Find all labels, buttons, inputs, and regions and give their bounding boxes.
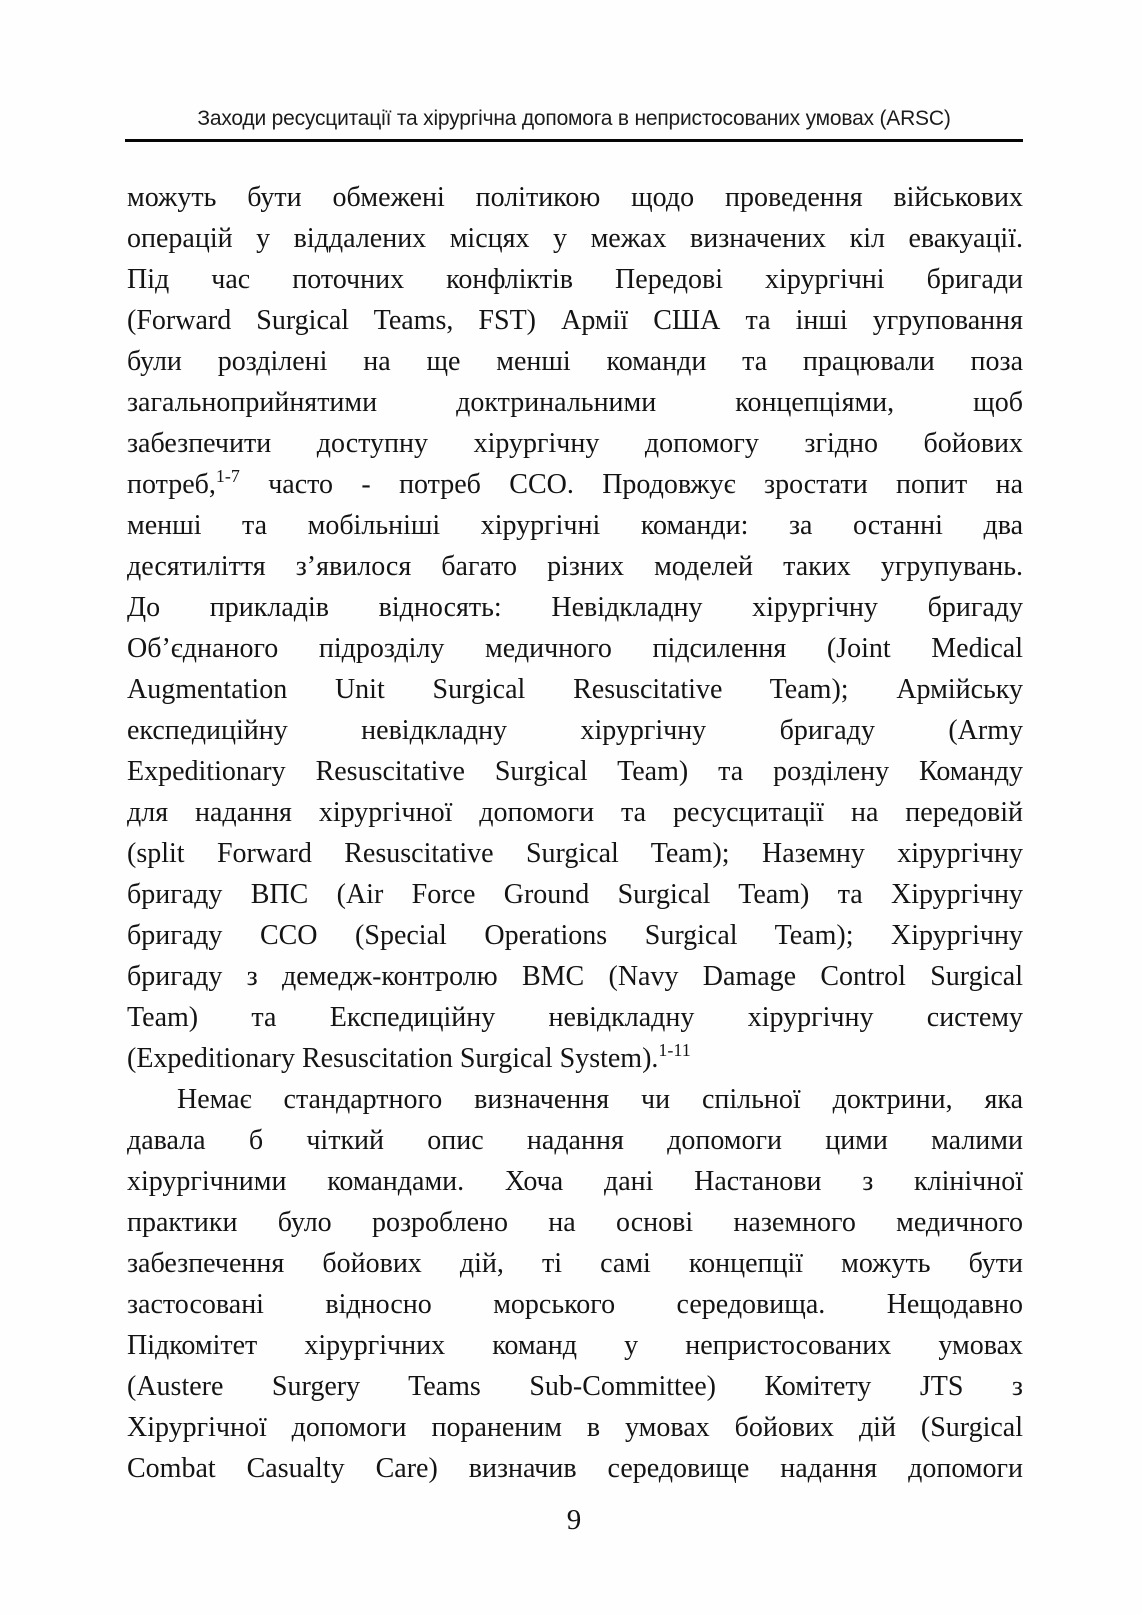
- text-line: (Expeditionary Resuscitation Surgical System).$^{1-11}$: [127, 1040, 691, 1074]
- text-line: (Austere Surgery Teams Sub-Committee) Комітету JTS з: [127, 1371, 1023, 1402]
- text-line: експедиційну невідкладну хірургічну бригаду (Army: [127, 715, 1023, 746]
- text-line: забезпечити доступну хірургічну допомогу згідно бойових: [127, 428, 1023, 459]
- text-line: хірургічними командами. Хоча дані Настанови з клінічної: [127, 1166, 1023, 1197]
- page-number: 9: [566, 1504, 582, 1536]
- running-header: [125, 104, 1023, 142]
- text-line: Під час поточних конфліктів Передові хірургічні бригади: [127, 264, 1023, 295]
- text-line: операцій у віддалених місцях у межах визначених кіл евакуації.: [127, 223, 1023, 254]
- text-line: Підкомітет хірургічних команд у непристосованих умовах: [127, 1330, 1023, 1361]
- text-line: Об’єднаного підрозділу медичного підсилення (Joint Medical: [127, 633, 1023, 664]
- text-line: загальноприйнятими доктринальними концепціями, щоб: [127, 387, 1023, 418]
- text-line: для надання хірургічної допомоги та ресусцитації на передовій: [127, 797, 1023, 828]
- text-line: (split Forward Resuscitative Surgical Team); Наземну хірургічну: [127, 838, 1023, 869]
- text-line: потреб,$^{1-7}$ часто - потреб ССО. Продовжує зростати попит на: [127, 466, 1023, 500]
- body-text: [127, 177, 1023, 1489]
- text-line: були розділені на ще менші команди та працювали поза: [127, 346, 1023, 377]
- text-line: бригаду ССО (Special Operations Surgical Team); Хірургічну: [127, 920, 1023, 951]
- text-line: менші та мобільніші хірургічні команди: за останні два: [127, 510, 1023, 541]
- text-line: Expeditionary Resuscitative Surgical Team) та розділену Команду: [127, 756, 1023, 787]
- footnote-reference: 1-7: [215, 466, 240, 486]
- text-line: Хірургічної допомоги пораненим в умовах бойових дій (Surgical: [127, 1412, 1023, 1443]
- text-line: давала б чіткий опис надання допомоги цими малими: [127, 1125, 1023, 1156]
- text-line: практики було розроблено на основі наземного медичного: [127, 1207, 1023, 1238]
- text-line: До прикладів відносять: Невідкладну хірургічну бригаду: [127, 592, 1023, 623]
- text-line: Team) та Експедиційну невідкладну хірургічну систему: [127, 1002, 1023, 1033]
- text-line: бригаду ВПС (Air Force Ground Surgical Team) та Хірургічну: [127, 879, 1023, 910]
- text-line: (Forward Surgical Teams, FST) Армії США та інші угруповання: [127, 305, 1023, 336]
- text-line: Combat Casualty Care) визначив середовище надання допомоги: [127, 1453, 1023, 1484]
- text-line: застосовані відносно морського середовища. Нещодавно: [127, 1289, 1023, 1320]
- header-rule: [125, 139, 1023, 142]
- text-line: десятиліття з’явилося багато різних моделей таких угрупувань.: [127, 551, 1023, 582]
- footnote-reference: 1-11: [658, 1040, 691, 1060]
- running-header-title: Заходи ресусцитації та хірургічна допомога в непристосованих умовах (ARSC): [197, 107, 951, 130]
- text-line: забезпечення бойових дій, ті самі концепції можуть бути: [127, 1248, 1023, 1279]
- text-line: Augmentation Unit Surgical Resuscitative Team); Армійську: [127, 674, 1023, 705]
- text-line: можуть бути обмежені політикою щодо проведення військових: [127, 182, 1023, 213]
- text-line: бригаду з демедж-контролю ВМС (Navy Damage Control Surgical: [127, 961, 1023, 992]
- text-line: Немає стандартного визначення чи спільної доктрини, яка: [177, 1084, 1023, 1115]
